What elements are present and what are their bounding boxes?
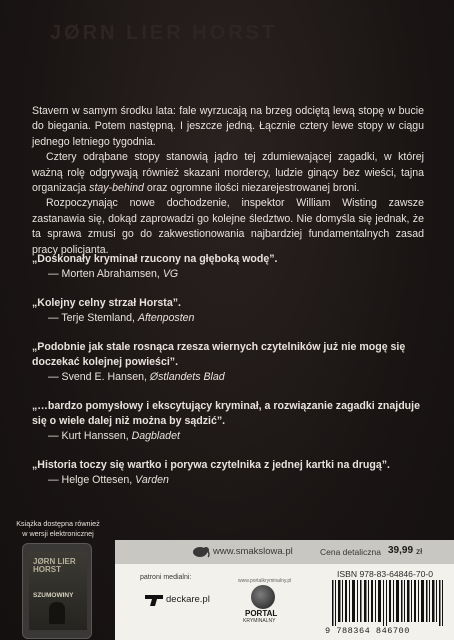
- figure-silhouette: [49, 602, 65, 624]
- quote-source: — Kurt Hanssen, Dagbladet: [48, 430, 180, 442]
- blurb: [32, 104, 424, 258]
- isbn: ISBN 978-83-64846-70-0: [337, 569, 434, 579]
- barcode-icon: [330, 580, 446, 626]
- quote-text: „Kolejny celny strzał Horsta”.: [32, 297, 181, 309]
- review-quote: [32, 252, 424, 282]
- review-quote: [32, 340, 424, 385]
- review-quote: [32, 399, 424, 444]
- portal-logo-icon: [251, 585, 275, 609]
- ereader-screen: [29, 552, 87, 630]
- ghost-title: JØRN LIER HORST: [50, 22, 278, 44]
- ebook-title: SZUMOWINY: [33, 592, 74, 599]
- review-quote: [32, 458, 424, 488]
- quote-source: — Helge Ottesen, Varden: [48, 474, 169, 486]
- quote-text: „Doskonały kryminał rzucony na głęboką wodę”.: [32, 253, 278, 265]
- quote-source: — Terje Stemland, Aftenposten: [48, 312, 195, 324]
- price-currency: zł: [416, 546, 423, 556]
- blurb-italic: stay-behind: [89, 182, 144, 195]
- portal-logo-text: PORTAL: [245, 609, 278, 618]
- ebook-availability-note: Książka dostępna również w wersji elektronicznej: [16, 519, 100, 538]
- quote-text: „Podobnie jak stale rosnąca rzesza wiernych czytelników już nie mogę się doczekać kolejnej powieści”.: [32, 341, 406, 368]
- quote-text: „…bardzo pomysłowy i ekscytujący kryminał, a rozwiązanie zagadki znajduje się o wiele dalej niż można by sądzić”.: [32, 400, 420, 427]
- ereader-image: [22, 543, 92, 639]
- quote-text: „Historia toczy się wartko i porywa czytelnika z jednej kartki na drugą”.: [32, 459, 390, 471]
- portal-logo-subtext: KRYMINALNY: [243, 618, 276, 624]
- portal-url: www.portalkryminalny.pl: [238, 578, 292, 584]
- review-quotes: [32, 252, 424, 502]
- ebook-author: JØRN LIER HORST: [33, 557, 76, 574]
- publisher-website[interactable]: www.smakslowa.pl: [213, 546, 293, 557]
- quote-source: — Morten Abrahamsen, VG: [48, 268, 179, 280]
- price-value: 39,99: [388, 545, 414, 556]
- blurb-paragraph: Cztery odrąbane stopy stanowią jądro tej zdumiewającej zagadki, w której ważną rolę odgrywają również skazani mordercy, ludzie ginący bez wieści, tajna organizacja stay-behind oraz ogromne ilości niezarejestrowanej broni.: [32, 151, 424, 195]
- deckare-logo-text: deckare.pl: [166, 594, 210, 605]
- review-quote: [32, 296, 424, 326]
- media-patrons-label: patroni medialni:: [140, 574, 192, 581]
- elephant-logo-icon: [190, 545, 210, 558]
- price-label: Cena detaliczna: [320, 547, 381, 557]
- blurb-paragraph: Stavern w samym środku lata: fale wyrzucają na brzeg odciętą lewą stopę w bucie do biegania. Potem następną. I jeszcze jedną. Łącznie cztery lewe stopy w ciągu jednego letniego tygodnia.: [32, 105, 424, 148]
- blurb-paragraph: Rozpoczynając nowe dochodzenie, inspektor William Wisting zawsze zastanawia się, dokąd zaprowadzi go kolejne śledztwo. Nie domyśla się jednak, że ta sprawa zmusi go do zakwestionowania najbardziej fundamentalnych zasad pracy policjanta.: [32, 197, 424, 256]
- quote-source: — Svend E. Hansen, Østlandets Blad: [48, 371, 225, 383]
- barcode-digits: 9 788364 846700: [325, 626, 410, 636]
